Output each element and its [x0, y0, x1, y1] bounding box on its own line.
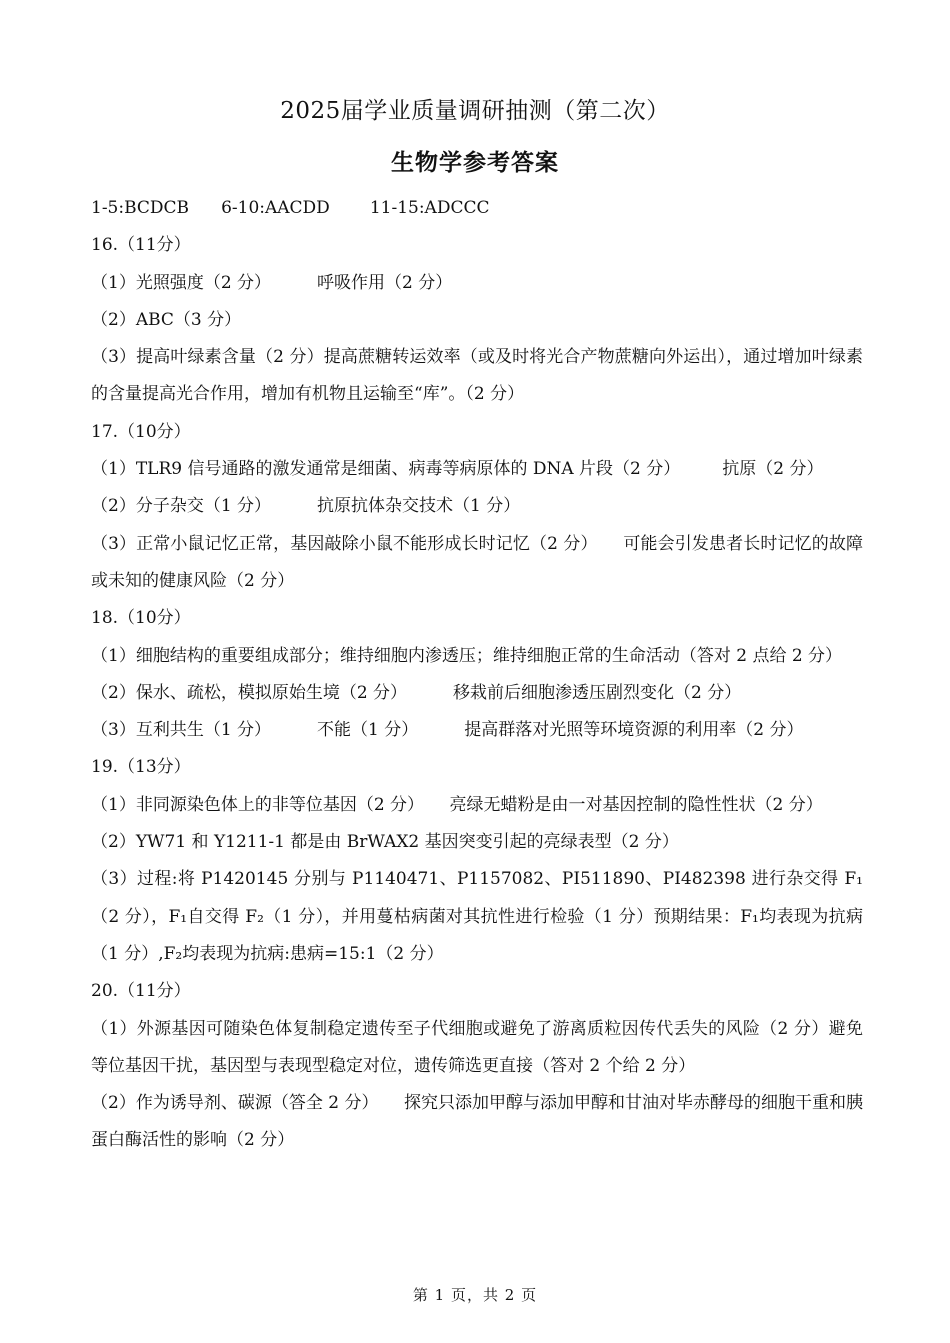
q20-part2: （2）作为诱导剂、碳源（答全 2 分） 探究只添加甲醇与添加甲醇和甘油对毕赤酵母的细胞干重和胰蛋白酶活性的影响（2 分）: [91, 1093, 863, 1151]
q19-part3: （3）过程:将 P1420145 分别与 P1140471、P1157082、PI511890、PI482398 进行杂交得 F₁（2 分），F₁自交得 F₂（1 分），并用蔓枯病菌对其抗性进行检验（1 分）预期结果：F₁均表现为抗病（1 分）,F₂均表现为抗病:患病=15:1（2 分）: [91, 869, 863, 964]
q18-part1: （1）细胞结构的重要组成部分；维持细胞内渗透压；维持细胞正常的生命活动（答对 2 点给 2 分）: [91, 645, 843, 666]
q19-part1: （1）非同源染色体上的非等位基因（2 分） 亮绿无蜡粉是由一对基因控制的隐性性状（2 分）: [91, 794, 823, 815]
multiple-choice-answers: [91, 190, 863, 227]
mc-range-1: 1-5:BCDCB: [91, 198, 190, 218]
q18-part2-b: 移栽前后细胞渗透压剧烈变化（2 分）: [453, 682, 742, 703]
q17-part2-a: （2）分子杂交（1 分）: [91, 496, 272, 517]
q20-heading: 20.（11分）: [91, 981, 191, 1002]
q17-part3: （3）正常小鼠记忆正常，基因敲除小鼠不能形成长时记忆（2 分） 可能会引发患者长时记忆的故障或未知的健康风险（2 分）: [91, 533, 863, 591]
q18-part3-b: 不能（1 分）: [317, 720, 419, 741]
q17-part1-a: （1）TLR9 信号通路的激发通常是细菌、病毒等病原体的 DNA 片段（2 分）: [91, 459, 681, 480]
page-title: 2025届学业质量调研抽测（第二次）: [280, 98, 670, 124]
mc-range-2: 6-10:AACDD: [221, 198, 330, 218]
mc-range-3: 11-15:ADCCC: [369, 198, 490, 218]
q16-part2: （2）ABC（3 分）: [91, 309, 242, 330]
q19-heading: 19.（13分）: [91, 757, 191, 778]
q17-part2: [91, 488, 863, 525]
q17-heading: 17.（10分）: [91, 421, 191, 442]
page-subtitle: 生物学参考答案: [391, 150, 559, 176]
answer-body: [91, 190, 863, 1160]
q18-part3-c: 提高群落对光照等环境资源的利用率（2 分）: [464, 720, 804, 741]
q17-part2-b: 抗原抗体杂交技术（1 分）: [317, 496, 521, 517]
q18-part3-a: （3）互利共生（1 分）: [91, 720, 272, 741]
q16-part3: （3）提高叶绿素含量（2 分）提高蔗糖转运效率（或及时将光合产物蔗糖向外运出），通过增加叶绿素的含量提高光合作用，增加有机物且运输至“库”。（2 分）: [91, 347, 863, 405]
q16-part1-a: （1）光照强度（2 分）: [91, 272, 272, 293]
q17-part1-b: 抗原（2 分）: [722, 459, 824, 480]
q18-part3: [91, 712, 863, 749]
q18-part2: [91, 675, 863, 712]
q16-part1: [91, 265, 863, 302]
q17-part1: [91, 451, 863, 488]
q18-heading: 18.（10分）: [91, 608, 191, 629]
q20-part1: （1）外源基因可随染色体复制稳定遗传至子代细胞或避免了游离质粒因传代丢失的风险（2 分）避免等位基因干扰，基因型与表现型稳定对位，遗传筛选更直接（答对 2 个给 2 分）: [91, 1018, 863, 1076]
page-footer: 第 1 页，共 2 页: [412, 1286, 538, 1304]
q16-part1-b: 呼吸作用（2 分）: [317, 272, 453, 293]
q16-heading: 16.（11分）: [91, 235, 191, 256]
q19-part2: （2）YW71 和 Y1211-1 都是由 BrWAX2 基因突变引起的亮绿表型（2 分）: [91, 832, 679, 853]
q18-part2-a: （2）保水、疏松，模拟原始生境（2 分）: [91, 682, 408, 703]
